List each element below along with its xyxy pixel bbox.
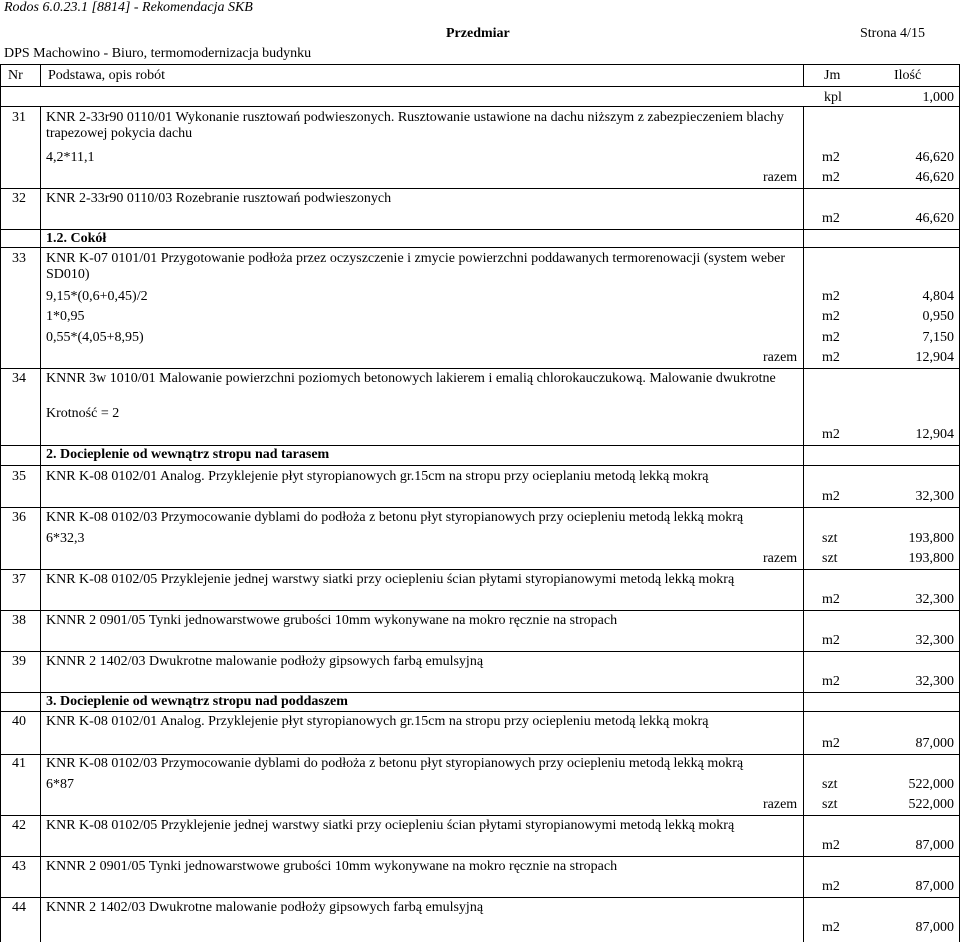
sum-label: razem	[763, 350, 798, 365]
document-title: Przedmiar	[446, 26, 510, 41]
calc-expression: 0,55*(4,05+8,95)	[46, 330, 144, 345]
item-unit: m2	[822, 920, 840, 935]
item-qty: 12,904	[915, 427, 954, 442]
calc-expression: 6*32,3	[46, 531, 85, 546]
rule	[0, 856, 960, 857]
item-unit: m2	[822, 592, 840, 607]
rule	[0, 247, 960, 248]
sum-qty: 522,000	[908, 797, 954, 812]
rule	[0, 651, 960, 652]
item-unit: m2	[822, 211, 840, 226]
rule	[0, 507, 960, 508]
calc-unit: m2	[822, 330, 840, 345]
calc-expression: 4,2*11,1	[46, 150, 95, 165]
sum-label: razem	[763, 551, 798, 566]
item-nr: 34	[12, 371, 26, 386]
rule	[0, 569, 960, 570]
sum-unit: m2	[822, 170, 840, 185]
rule	[0, 610, 960, 611]
item-nr: 31	[12, 110, 26, 125]
item-unit: m2	[822, 736, 840, 751]
item-nr: 44	[12, 900, 26, 915]
item-nr: 40	[12, 714, 26, 729]
item-unit: m2	[822, 879, 840, 894]
item-description: KNR 2-33r90 0110/03 Rozebranie rusztowań podwieszonych	[46, 191, 392, 206]
multiplier: Krotność = 2	[46, 406, 120, 421]
carry-unit: kpl	[824, 90, 842, 105]
rule	[40, 64, 41, 86]
calc-expression: 9,15*(0,6+0,45)/2	[46, 289, 148, 304]
calc-expression: 6*87	[46, 777, 74, 792]
sum-qty: 193,800	[908, 551, 954, 566]
item-qty: 87,000	[915, 879, 954, 894]
rule	[803, 106, 804, 942]
item-qty: 32,300	[915, 592, 954, 607]
item-nr: 33	[12, 251, 26, 266]
rule	[0, 64, 1, 942]
sum-qty: 12,904	[915, 350, 954, 365]
item-description: KNR K-08 0102/01 Analog. Przyklejenie płyt styropianowych gr.15cm na stropu przy ocieplaniu metodą lekką mokrą	[46, 469, 709, 484]
sum-unit: szt	[822, 797, 838, 812]
sum-label: razem	[763, 170, 798, 185]
sum-label: razem	[763, 797, 798, 812]
rule	[0, 86, 960, 87]
item-nr: 32	[12, 191, 26, 206]
section-heading: 2. Docieplenie od wewnątrz stropu nad tarasem	[46, 447, 330, 462]
item-unit: m2	[822, 633, 840, 648]
item-qty: 87,000	[915, 838, 954, 853]
col-qty-header: Ilość	[894, 68, 922, 83]
item-nr: 42	[12, 818, 26, 833]
page-number: Strona 4/15	[860, 26, 925, 41]
item-qty: 32,300	[915, 489, 954, 504]
item-nr: 37	[12, 572, 26, 587]
calc-unit: m2	[822, 289, 840, 304]
item-qty: 87,000	[915, 920, 954, 935]
col-unit-header: Jm	[824, 68, 841, 83]
sum-unit: szt	[822, 551, 838, 566]
rule	[0, 229, 960, 230]
item-qty: 32,300	[915, 633, 954, 648]
item-description: KNNR 2 0901/05 Tynki jednowarstwowe grubości 10mm wykonywane na mokro ręcznie na stropach	[46, 859, 618, 874]
col-nr-header: Nr	[8, 68, 23, 83]
calc-unit: m2	[822, 309, 840, 324]
sum-unit: m2	[822, 350, 840, 365]
rule	[0, 692, 960, 693]
rule	[0, 897, 960, 898]
item-description: KNNR 2 1402/03 Dwukrotne malowanie podłoży gipsowych farbą emulsyjną	[46, 654, 484, 669]
item-nr: 43	[12, 859, 26, 874]
item-description: KNNR 2 1402/03 Dwukrotne malowanie podłoży gipsowych farbą emulsyjną	[46, 900, 484, 915]
item-nr: 38	[12, 613, 26, 628]
sum-qty: 46,620	[915, 170, 954, 185]
rule	[0, 465, 960, 466]
calc-unit: szt	[822, 777, 838, 792]
item-unit: m2	[822, 489, 840, 504]
rule	[0, 754, 960, 755]
rule	[0, 445, 960, 446]
calc-qty: 193,800	[908, 531, 954, 546]
calc-qty: 7,150	[922, 330, 954, 345]
item-nr: 35	[12, 469, 26, 484]
section-heading: 1.2. Cokół	[46, 231, 107, 246]
rule	[0, 106, 960, 107]
item-qty: 87,000	[915, 736, 954, 751]
item-qty: 32,300	[915, 674, 954, 689]
rule	[803, 64, 804, 86]
calc-qty: 4,804	[922, 289, 954, 304]
calc-qty: 46,620	[915, 150, 954, 165]
item-unit: m2	[822, 674, 840, 689]
item-description: KNR K-08 0102/05 Przyklejenie jednej warstwy siatki przy ociepleniu ścian płytami styropianowymi metodą lekką mokrą	[46, 818, 735, 833]
item-description: KNR K-08 0102/05 Przyklejenie jednej warstwy siatki przy ociepleniu ścian płytami styropianowymi metodą lekką mokrą	[46, 572, 735, 587]
item-description: KNR K-07 0101/01 Przygotowanie podłoża przez oczyszczenie i zmycie powierzchni poddawanych termorenowacji (system weber SD010)	[46, 251, 786, 282]
app-title: Rodos 6.0.23.1 [8814] - Rekomendacja SKB	[4, 0, 253, 15]
rule	[0, 711, 960, 712]
rule	[0, 64, 960, 65]
calc-unit: m2	[822, 150, 840, 165]
item-description: KNNR 2 0901/05 Tynki jednowarstwowe grubości 10mm wykonywane na mokro ręcznie na stropach	[46, 613, 618, 628]
item-nr: 39	[12, 654, 26, 669]
section-heading: 3. Docieplenie od wewnątrz stropu nad poddaszem	[46, 694, 348, 709]
item-unit: m2	[822, 838, 840, 853]
rule	[0, 368, 960, 369]
item-description: KNNR 3w 1010/01 Malowanie powierzchni poziomych betonowych lakierem i emalią chlorokauczukową. Malowanie dwukrotne	[46, 371, 776, 386]
item-qty: 46,620	[915, 211, 954, 226]
rule	[0, 188, 960, 189]
calc-unit: szt	[822, 531, 838, 546]
item-description: KNR K-08 0102/03 Przymocowanie dyblami do podłoża z betonu płyt styropianowych przy ociepleniu metodą lekką mokrą	[46, 756, 744, 771]
carry-qty: 1,000	[922, 90, 954, 105]
item-description: KNR K-08 0102/01 Analog. Przyklejenie płyt styropianowych gr.15cm na stropu przy ociepleniu metodą lekką mokrą	[46, 714, 709, 729]
calc-expression: 1*0,95	[46, 309, 85, 324]
item-nr: 36	[12, 510, 26, 525]
item-description: KNR 2-33r90 0110/01 Wykonanie rusztowań podwieszonych. Rusztowanie ustawione na dachu niższym z zabezpieczeniem blachy trapezowej pokycia dachu	[46, 110, 784, 141]
col-basis-header: Podstawa, opis robót	[48, 68, 166, 83]
project-name: DPS Machowino - Biuro, termomodernizacja budynku	[4, 46, 312, 61]
calc-qty: 0,950	[922, 309, 954, 324]
calc-qty: 522,000	[908, 777, 954, 792]
item-description: KNR K-08 0102/03 Przymocowanie dyblami do podłoża z betonu płyt styropianowych przy ociepleniu metodą lekką mokrą	[46, 510, 744, 525]
item-unit: m2	[822, 427, 840, 442]
item-nr: 41	[12, 756, 26, 771]
rule	[0, 815, 960, 816]
rule	[40, 106, 41, 942]
